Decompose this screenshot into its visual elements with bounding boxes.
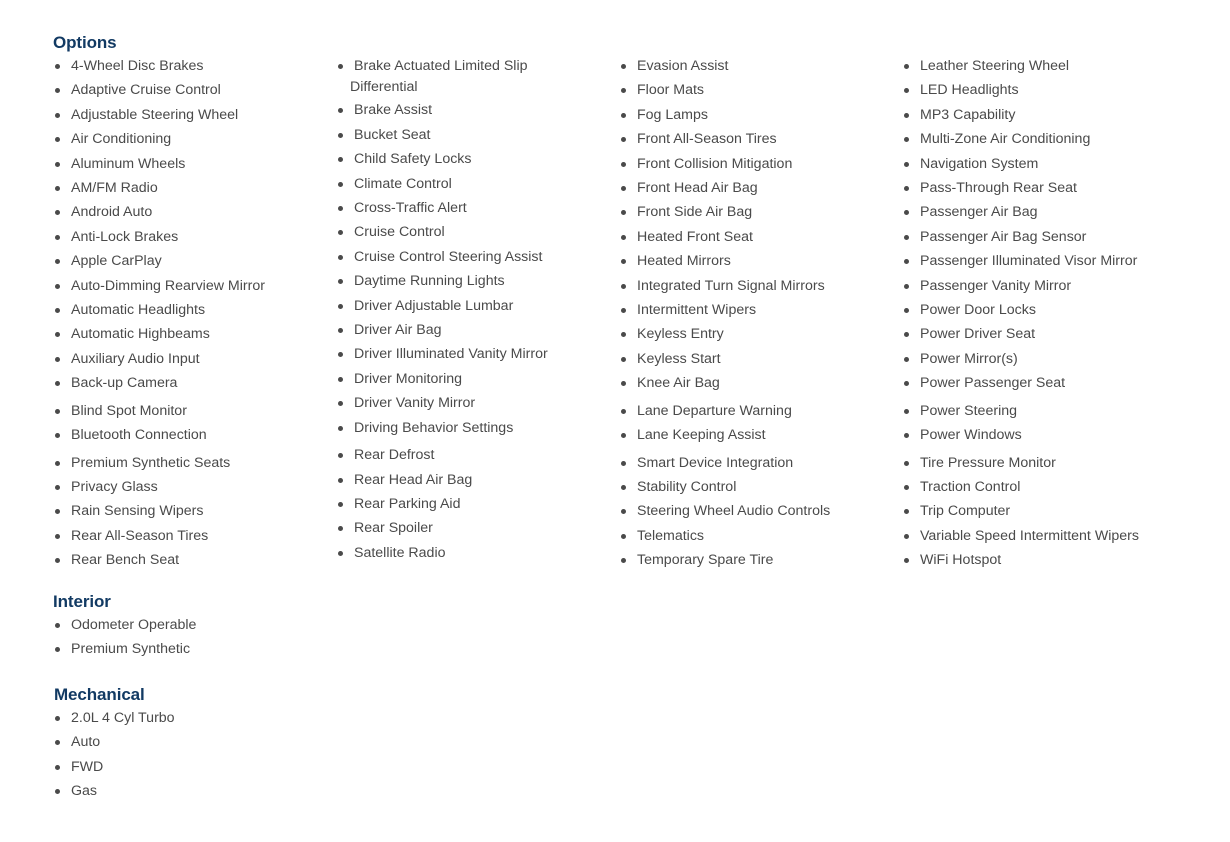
feature-list-item: Climate Control [337, 172, 548, 196]
feature-list-item: Rear All-Season Tires [54, 524, 265, 548]
feature-list-item: Navigation System [903, 152, 1139, 176]
feature-list-item: Satellite Radio [337, 541, 548, 565]
feature-list-item: Premium Synthetic [54, 637, 196, 661]
feature-list-item: Cruise Control [337, 220, 548, 244]
feature-list-item: Stability Control [620, 475, 830, 499]
interior-list [54, 613, 196, 662]
feature-list-item: Child Safety Locks [337, 147, 548, 171]
feature-list-item: Daytime Running Lights [337, 269, 548, 293]
feature-list-item: Power Windows [903, 423, 1139, 447]
options-column-4 [903, 54, 1139, 573]
options-column-2 [337, 54, 548, 565]
feature-list-item: Air Conditioning [54, 127, 265, 151]
feature-list-item: Front Collision Mitigation [620, 152, 830, 176]
feature-list-item-continuation: Differential [350, 79, 418, 96]
feature-list-item: Heated Mirrors [620, 249, 830, 273]
feature-list-item: Power Driver Seat [903, 322, 1139, 346]
options-column-3 [620, 54, 830, 573]
feature-list-item: Evasion Assist [620, 54, 830, 78]
feature-list-item: Driver Monitoring [337, 367, 548, 391]
feature-list-item: Driver Adjustable Lumbar [337, 294, 548, 318]
feature-list-item: Variable Speed Intermittent Wipers [903, 524, 1139, 548]
feature-list-item: Tire Pressure Monitor [903, 451, 1139, 475]
mechanical-list [54, 706, 175, 804]
interior-heading: Interior [53, 592, 111, 611]
feature-list-item: Odometer Operable [54, 613, 196, 637]
feature-list-item: Driving Behavior Settings [337, 416, 548, 440]
feature-list-item: Auto [54, 730, 175, 754]
options-heading: Options [53, 33, 117, 52]
feature-list-item: Premium Synthetic Seats [54, 451, 265, 475]
feature-list-item: Apple CarPlay [54, 249, 265, 273]
feature-list-item: Adaptive Cruise Control [54, 78, 265, 102]
feature-list-item: Bluetooth Connection [54, 423, 265, 447]
feature-list-item: Rear Head Air Bag [337, 468, 548, 492]
feature-list-item: LED Headlights [903, 78, 1139, 102]
feature-list-item: Bucket Seat [337, 123, 548, 147]
feature-list-item: Brake Actuated Limited Slip Differential [337, 54, 548, 98]
feature-list-item: MP3 Capability [903, 103, 1139, 127]
feature-list-item: 2.0L 4 Cyl Turbo [54, 706, 175, 730]
feature-list-item: Pass-Through Rear Seat [903, 176, 1139, 200]
feature-list-item: Rain Sensing Wipers [54, 499, 265, 523]
feature-list-item: Back-up Camera [54, 371, 265, 395]
feature-list-item: Power Passenger Seat [903, 371, 1139, 395]
feature-list-item: Telematics [620, 524, 830, 548]
feature-list-item: Passenger Air Bag [903, 200, 1139, 224]
feature-list-item: Auxiliary Audio Input [54, 347, 265, 371]
feature-list-item: Intermittent Wipers [620, 298, 830, 322]
feature-list-item: Multi-Zone Air Conditioning [903, 127, 1139, 151]
feature-list-item: FWD [54, 755, 175, 779]
feature-list-item: Integrated Turn Signal Mirrors [620, 274, 830, 298]
feature-list-item: Rear Parking Aid [337, 492, 548, 516]
feature-list-item: Cruise Control Steering Assist [337, 245, 548, 269]
feature-list-item: Adjustable Steering Wheel [54, 103, 265, 127]
feature-list-item: Smart Device Integration [620, 451, 830, 475]
feature-list-item: Power Mirror(s) [903, 347, 1139, 371]
feature-list-item: Passenger Air Bag Sensor [903, 225, 1139, 249]
feature-list-item: AM/FM Radio [54, 176, 265, 200]
feature-list-item: Blind Spot Monitor [54, 399, 265, 423]
feature-list-item: Rear Defrost [337, 443, 548, 467]
feature-list-item: Temporary Spare Tire [620, 548, 830, 572]
feature-list-item: Leather Steering Wheel [903, 54, 1139, 78]
feature-list-item: Knee Air Bag [620, 371, 830, 395]
feature-list-item: Driver Vanity Mirror [337, 391, 548, 415]
feature-list-item: Driver Air Bag [337, 318, 548, 342]
feature-list-item: Passenger Illuminated Visor Mirror [903, 249, 1139, 273]
feature-list-item: Fog Lamps [620, 103, 830, 127]
feature-list-item: Keyless Entry [620, 322, 830, 346]
feature-list-item: Rear Bench Seat [54, 548, 265, 572]
feature-list-item: Anti-Lock Brakes [54, 225, 265, 249]
feature-list-item: Floor Mats [620, 78, 830, 102]
feature-list-item: Steering Wheel Audio Controls [620, 499, 830, 523]
feature-list-item: Cross-Traffic Alert [337, 196, 548, 220]
feature-list-item: Lane Departure Warning [620, 399, 830, 423]
feature-list-item: Brake Assist [337, 98, 548, 122]
feature-list-item: Heated Front Seat [620, 225, 830, 249]
feature-list-item: Passenger Vanity Mirror [903, 274, 1139, 298]
feature-list-item: Auto-Dimming Rearview Mirror [54, 274, 265, 298]
feature-list-item: Front Side Air Bag [620, 200, 830, 224]
feature-list-item: Driver Illuminated Vanity Mirror [337, 342, 548, 366]
feature-list-item: Traction Control [903, 475, 1139, 499]
feature-list-item: 4-Wheel Disc Brakes [54, 54, 265, 78]
feature-list-item: Keyless Start [620, 347, 830, 371]
feature-list-item: Front Head Air Bag [620, 176, 830, 200]
mechanical-heading: Mechanical [54, 685, 145, 704]
feature-list-item: Automatic Headlights [54, 298, 265, 322]
feature-list-item: Front All-Season Tires [620, 127, 830, 151]
feature-list-item: Power Steering [903, 399, 1139, 423]
feature-list-item: Automatic Highbeams [54, 322, 265, 346]
feature-list-item: Power Door Locks [903, 298, 1139, 322]
feature-list-item: Lane Keeping Assist [620, 423, 830, 447]
feature-list-item: Aluminum Wheels [54, 152, 265, 176]
feature-list-item: Rear Spoiler [337, 516, 548, 540]
feature-list-item: Gas [54, 779, 175, 803]
feature-list-item: Android Auto [54, 200, 265, 224]
options-column-1 [54, 54, 265, 573]
feature-list-item: WiFi Hotspot [903, 548, 1139, 572]
feature-list-item: Trip Computer [903, 499, 1139, 523]
feature-list-item: Privacy Glass [54, 475, 265, 499]
